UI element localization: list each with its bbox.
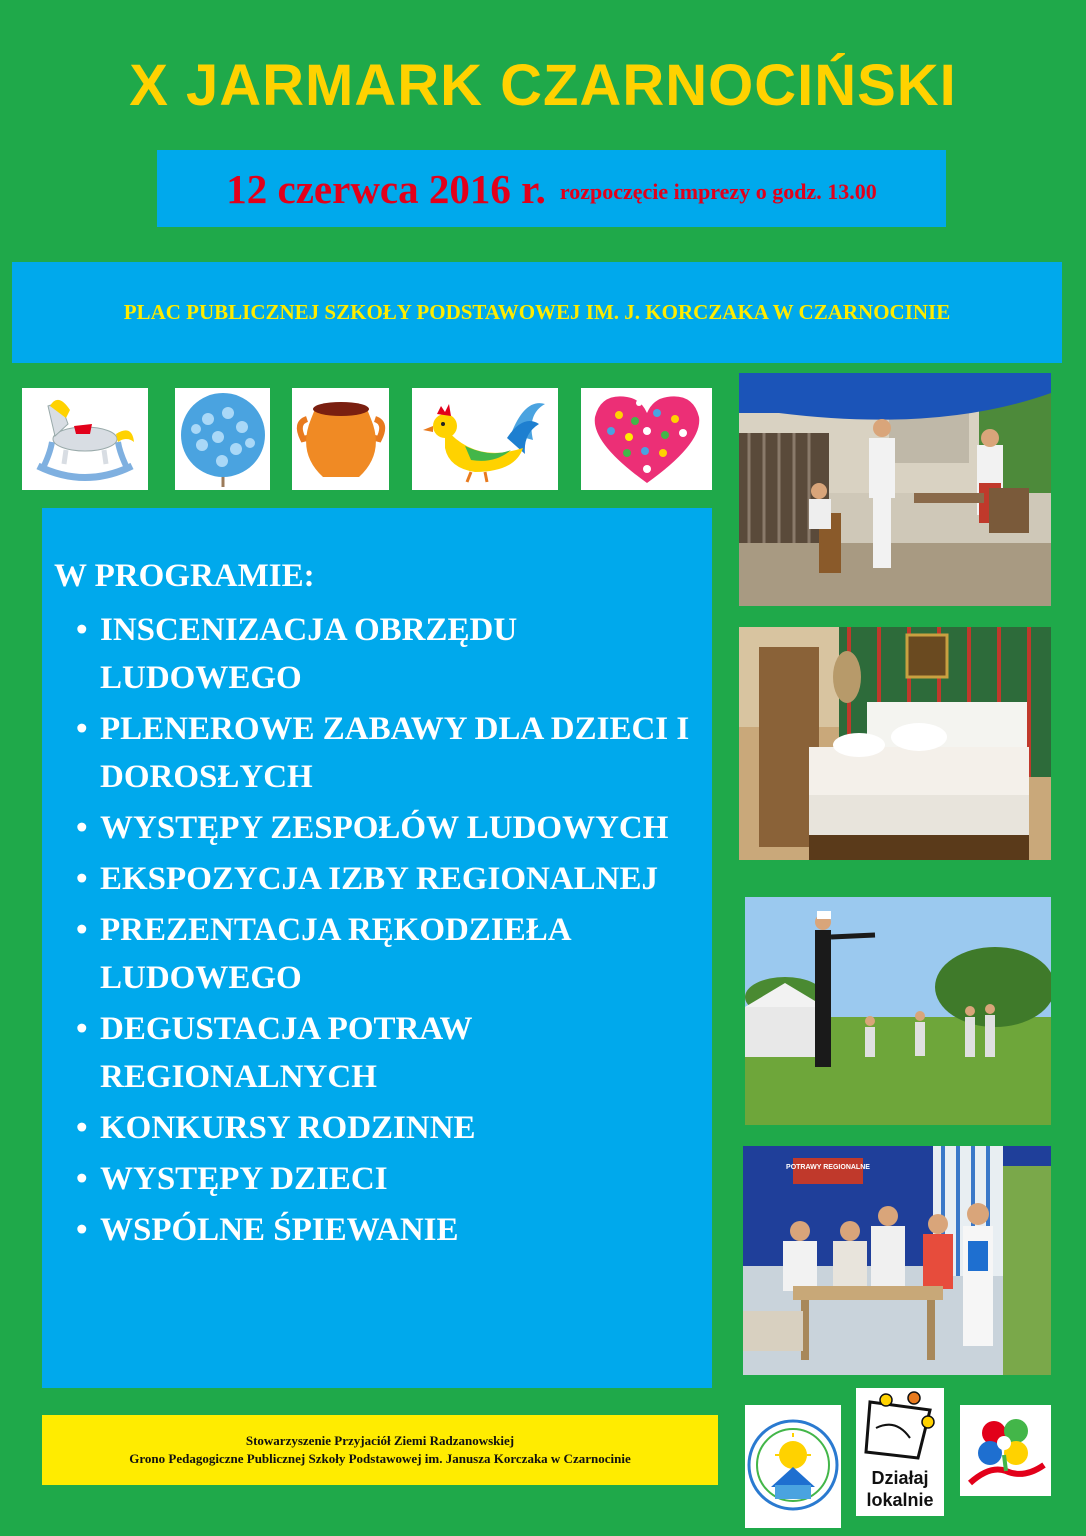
event-title: X JARMARK CZARNOCIŃSKI xyxy=(129,53,957,118)
event-date: 12 czerwca 2016 r. xyxy=(226,165,546,212)
tent-sign-text: POTRAWY REGIONALNE xyxy=(786,1164,870,1171)
organizer-line-1: Stowarzyszenie Przyjaciół Ziemi Radzanowskiej xyxy=(245,1433,515,1448)
photo-regional-room xyxy=(739,627,1051,860)
list-item: • INSCENIZACJA OBRZĘDU LUDOWEGO xyxy=(76,606,696,702)
organizer-line-2: Grono Pedagogiczne Publicznej Szkoły Podstawowej im. Janusza Korczaka w Czarnocinie xyxy=(129,1451,631,1466)
list-item: • EKSPOZYCJA IZBY REGIONALNEJ xyxy=(76,855,696,903)
tree-icon xyxy=(175,388,270,490)
heart-icon xyxy=(581,388,712,490)
list-item: • PREZENTACJA RĘKODZIEŁA LUDOWEGO xyxy=(76,906,696,1002)
clay-pot-icon xyxy=(292,388,389,490)
school-logo xyxy=(745,1405,841,1528)
photo-outdoor-games xyxy=(745,897,1051,1125)
list-item: • WYSTĘPY ZESPOŁÓW LUDOWYCH xyxy=(76,804,696,852)
dzialaj-lokalnie-logo xyxy=(856,1388,944,1516)
list-item: • WSPÓLNE ŚPIEWANIE xyxy=(76,1206,696,1254)
program-box xyxy=(42,508,712,1388)
svg-text:lokalnie: lokalnie xyxy=(866,1490,934,1510)
organizers-footer xyxy=(42,1415,718,1485)
rocking-horse-icon xyxy=(22,388,148,490)
date-banner xyxy=(157,150,946,227)
venue-banner xyxy=(12,262,1062,363)
venue-text: PLAC PUBLICZNEJ SZKOŁY PODSTAWOWEJ IM. J. KORCZAKA W CZARNOCINIE xyxy=(123,300,951,324)
program-heading: W PROGRAMIE: xyxy=(54,558,315,594)
photo-regional-food xyxy=(743,1146,1051,1375)
svg-text:Działaj: Działaj xyxy=(871,1468,929,1488)
list-item: • WYSTĘPY DZIECI xyxy=(76,1155,696,1203)
list-item: • KONKURSY RODZINNE xyxy=(76,1104,696,1152)
program-list xyxy=(76,606,696,1257)
rooster-icon xyxy=(412,388,558,490)
list-item: • DEGUSTACJA POTRAW REGIONALNYCH xyxy=(76,1005,696,1101)
photo-folk-ritual xyxy=(739,373,1051,606)
start-time: rozpoczęcie imprezy o godz. 13.00 xyxy=(559,178,877,204)
flower-logo xyxy=(960,1405,1051,1496)
list-item: • PLENEROWE ZABAWY DLA DZIECI I DOROSŁYCH xyxy=(76,705,696,801)
